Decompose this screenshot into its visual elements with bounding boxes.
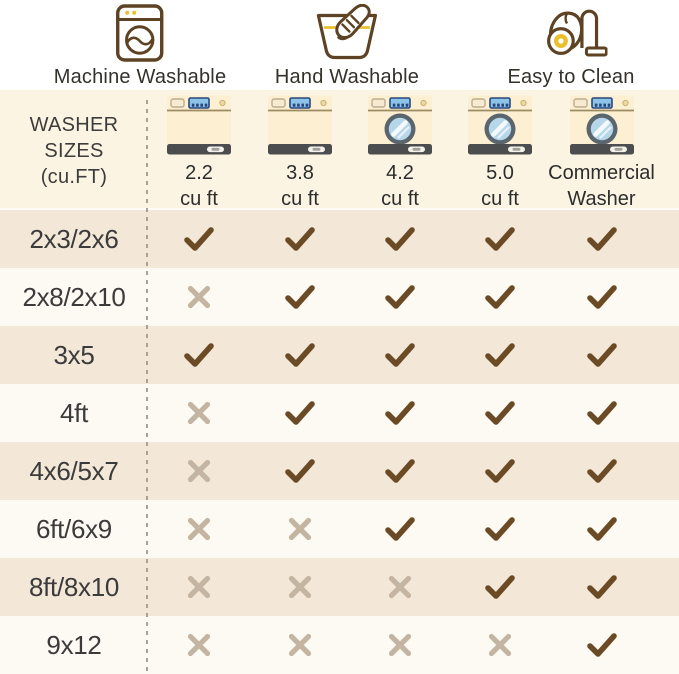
cell-check xyxy=(550,500,679,558)
check-icon xyxy=(585,573,619,601)
cell-check xyxy=(450,384,550,442)
cell-check xyxy=(550,558,679,616)
column-header-4.2 xyxy=(350,90,450,212)
table-row xyxy=(0,500,679,558)
compatibility-table xyxy=(0,90,679,674)
table-row xyxy=(0,326,679,384)
cell-x xyxy=(148,500,250,558)
check-icon xyxy=(585,457,619,485)
care-legend xyxy=(0,0,679,90)
cell-check xyxy=(450,268,550,326)
cell-check xyxy=(148,210,250,268)
legend-label: Hand Washable xyxy=(274,66,420,88)
cell-x xyxy=(250,558,350,616)
cell-check xyxy=(250,442,350,500)
cell-check xyxy=(550,442,679,500)
legend-label: Easy to Clean xyxy=(507,66,635,88)
cell-check xyxy=(350,500,450,558)
cell-check xyxy=(350,326,450,384)
check-icon xyxy=(182,225,216,253)
check-icon xyxy=(383,225,417,253)
cell-check xyxy=(450,210,550,268)
x-icon xyxy=(486,631,514,659)
row-label: 3x5 xyxy=(53,339,95,370)
x-icon xyxy=(185,515,213,543)
row-label: 6ft/6x9 xyxy=(36,513,112,544)
check-icon xyxy=(483,515,517,543)
column-size-label: 3.8 cu ft xyxy=(281,162,319,210)
row-label: 4ft xyxy=(59,397,88,428)
cell-check xyxy=(350,384,450,442)
check-icon xyxy=(483,225,517,253)
front-load-washer-icon xyxy=(565,94,639,158)
check-icon xyxy=(585,283,619,311)
table-row xyxy=(0,384,679,442)
cell-check xyxy=(550,616,679,674)
check-icon xyxy=(383,515,417,543)
x-icon xyxy=(185,399,213,427)
row-label: 2x3/2x6 xyxy=(29,223,119,254)
table-row xyxy=(0,442,679,500)
top-load-washer-icon xyxy=(162,94,236,158)
cell-x xyxy=(148,442,250,500)
cell-check xyxy=(450,500,550,558)
x-icon xyxy=(286,631,314,659)
cell-check xyxy=(550,210,679,268)
dashed-column-separator xyxy=(146,100,148,674)
cell-x xyxy=(450,616,550,674)
corner-line: SIZES xyxy=(44,140,104,162)
check-icon xyxy=(585,341,619,369)
corner-line: WASHER xyxy=(29,114,119,136)
check-icon xyxy=(283,399,317,427)
front-load-washer-icon xyxy=(463,94,537,158)
corner-line: (cu.FT) xyxy=(40,166,108,188)
check-icon xyxy=(483,573,517,601)
legend-item-machine-washable xyxy=(54,2,227,89)
front-load-washer-icon xyxy=(363,94,437,158)
check-icon xyxy=(383,399,417,427)
x-icon xyxy=(386,631,414,659)
vacuum-cleaner-icon xyxy=(535,2,607,62)
cell-check xyxy=(350,442,450,500)
hand-wash-icon xyxy=(315,2,379,62)
check-icon xyxy=(585,225,619,253)
check-icon xyxy=(283,283,317,311)
cell-check xyxy=(450,558,550,616)
corner-header-washer-sizes xyxy=(0,90,148,212)
cell-check xyxy=(350,268,450,326)
check-icon xyxy=(383,457,417,485)
row-label: 9x12 xyxy=(46,629,102,660)
check-icon xyxy=(483,399,517,427)
x-icon xyxy=(185,631,213,659)
column-size-label: 5.0 cu ft xyxy=(481,162,519,210)
cell-check xyxy=(250,326,350,384)
check-icon xyxy=(283,225,317,253)
cell-x xyxy=(148,616,250,674)
check-icon xyxy=(585,631,619,659)
check-icon xyxy=(585,515,619,543)
cell-x xyxy=(250,500,350,558)
check-icon xyxy=(483,341,517,369)
column-size-label: Commercial Washer xyxy=(548,162,655,210)
table-header-row xyxy=(0,90,679,210)
cell-x xyxy=(250,616,350,674)
top-load-washer-icon xyxy=(263,94,337,158)
cell-check xyxy=(250,210,350,268)
cell-x xyxy=(148,384,250,442)
column-header-5.0 xyxy=(450,90,550,212)
cell-check xyxy=(450,326,550,384)
row-label: 2x8/2x10 xyxy=(22,281,126,312)
washing-machine-icon xyxy=(109,2,171,62)
cell-check xyxy=(550,268,679,326)
check-icon xyxy=(383,283,417,311)
x-icon xyxy=(185,457,213,485)
check-icon xyxy=(483,457,517,485)
table-row xyxy=(0,616,679,674)
cell-check xyxy=(250,268,350,326)
table-body xyxy=(0,210,679,674)
check-icon xyxy=(283,457,317,485)
check-icon xyxy=(283,341,317,369)
column-size-label: 4.2 cu ft xyxy=(381,162,419,210)
cell-check xyxy=(450,442,550,500)
column-size-label: 2.2 cu ft xyxy=(180,162,218,210)
table-row xyxy=(0,558,679,616)
column-header-commercial xyxy=(550,90,679,212)
legend-item-hand-washable xyxy=(275,2,419,89)
x-icon xyxy=(286,515,314,543)
cell-x xyxy=(148,558,250,616)
column-header-2.2 xyxy=(148,90,250,212)
cell-check xyxy=(250,384,350,442)
check-icon xyxy=(585,399,619,427)
row-label: 4x6/5x7 xyxy=(29,455,119,486)
table-row xyxy=(0,210,679,268)
table-row xyxy=(0,268,679,326)
cell-x xyxy=(350,558,450,616)
cell-x xyxy=(148,268,250,326)
check-icon xyxy=(383,341,417,369)
cell-x xyxy=(350,616,450,674)
cell-check xyxy=(350,210,450,268)
x-icon xyxy=(286,573,314,601)
cell-check xyxy=(550,326,679,384)
legend-label: Machine Washable xyxy=(53,66,227,88)
check-icon xyxy=(483,283,517,311)
x-icon xyxy=(185,283,213,311)
column-header-3.8 xyxy=(250,90,350,212)
cell-check xyxy=(550,384,679,442)
check-icon xyxy=(182,341,216,369)
legend-item-easy-to-clean xyxy=(507,2,634,89)
cell-check xyxy=(148,326,250,384)
x-icon xyxy=(185,573,213,601)
x-icon xyxy=(386,573,414,601)
row-label: 8ft/8x10 xyxy=(28,571,120,602)
